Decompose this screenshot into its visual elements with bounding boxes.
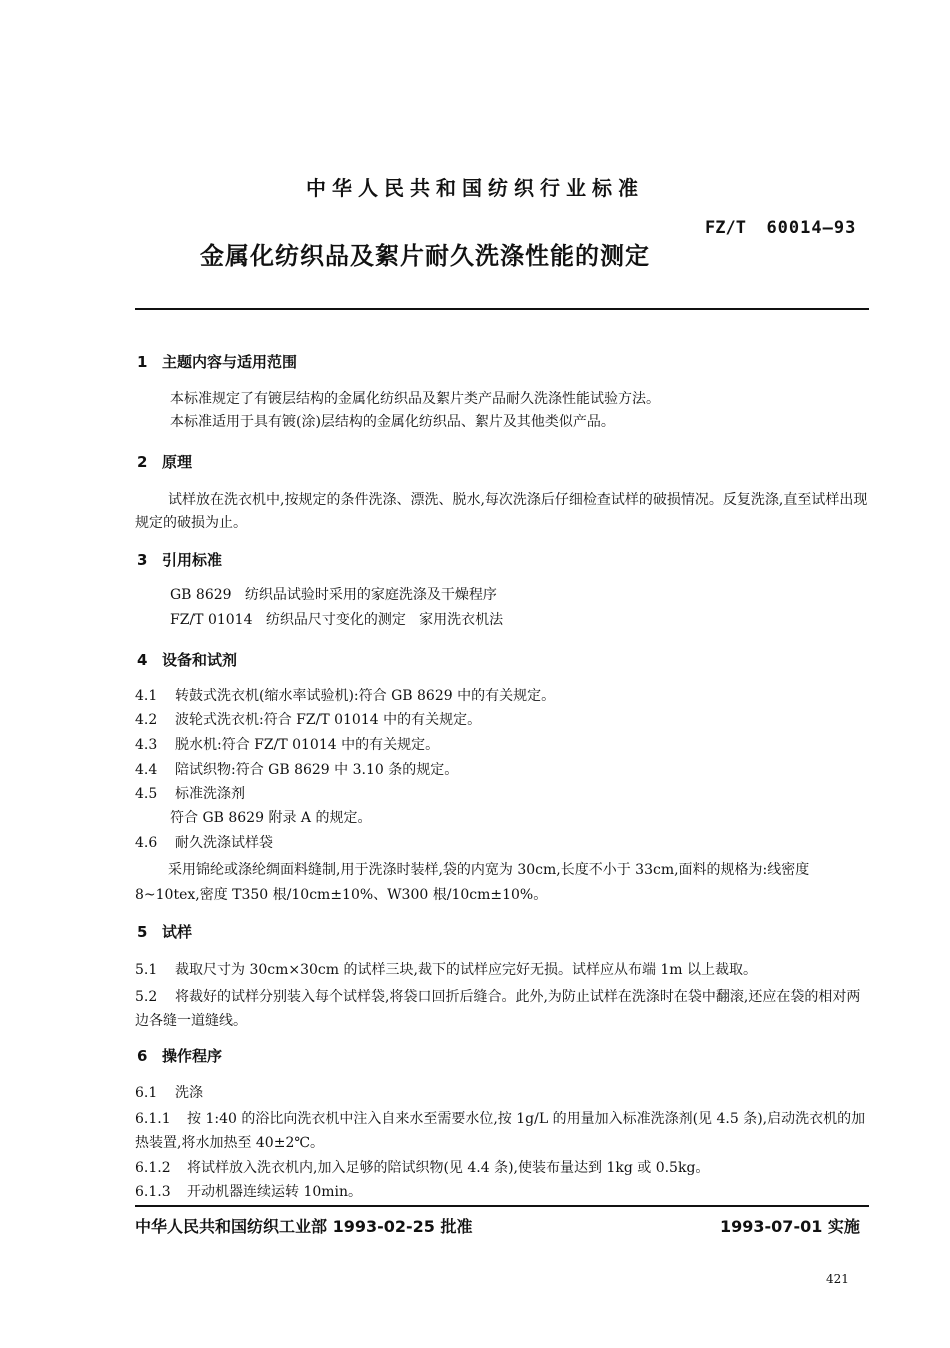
approval-line: 中华人民共和国纺织工业部 1993-02-25 批准 (135, 1217, 473, 1236)
section-5-heading: 5 试样 (137, 923, 193, 941)
reference-gb8629: GB 8629 纺织品试验时采用的家庭洗涤及干燥程序 (170, 587, 497, 603)
section-4-heading: 4 设备和试剂 (137, 651, 238, 669)
item-4-4: 4.4 陪试织物:符合 GB 8629 中 3.10 条的规定。 (135, 762, 459, 778)
reference-fzt01014: FZ/T 01014 纺织品尺寸变化的测定 家用洗衣机法 (170, 612, 504, 628)
item-4-6: 4.6 耐久洗涤试样袋 (135, 835, 273, 851)
section-1-paragraph-2: 本标准适用于具有镀(涂)层结构的金属化纺织品、絮片及其他类似产品。 (170, 414, 615, 430)
section-2-heading: 2 原理 (137, 453, 193, 471)
standard-code: FZ/T (705, 218, 746, 238)
item-6-1-1: 6.1.1 按 1:40 的浴比向洗衣机中注入自来水至需要水位,按 1g/L 的用量加入标准洗涤剂(见 4.5 条),启动洗衣机的加热装置,将水加热至 40±2℃。 (135, 1111, 866, 1151)
page-number: 421 (826, 1272, 849, 1286)
item-4-5: 4.5 标准洗涤剂 (135, 786, 245, 802)
section-1-paragraph-1: 本标准规定了有镀层结构的金属化纺织品及絮片类产品耐久洗涤性能试验方法。 (170, 391, 660, 407)
item-4-2: 4.2 波轮式洗衣机:符合 FZ/T 01014 中的有关规定。 (135, 712, 482, 728)
standard-number (705, 218, 856, 238)
item-4-5-detail: 符合 GB 8629 附录 A 的规定。 (170, 810, 372, 826)
section-2-paragraph: 试样放在洗衣机中,按规定的条件洗涤、漂洗、脱水,每次洗涤后仔细检查试样的破损情况。反复洗涤,直至试样出现规定的破损为止。 (135, 492, 868, 531)
item-4-1: 4.1 转鼓式洗衣机(缩水率试验机):符合 GB 8629 中的有关规定。 (135, 688, 556, 704)
section-1-heading: 1 主题内容与适用范围 (137, 353, 298, 371)
item-6-1: 6.1 洗涤 (135, 1085, 203, 1101)
org-title: 中华人民共和国纺织行业标准 (306, 176, 644, 200)
item-4-6-detail: 采用锦纶或涤纶绸面料缝制,用于洗涤时装样,袋的内宽为 30cm,长度不小于 33cm,面料的规格为:线密度 8~10tex,密度 T350 根/10cm±10%、W300 根/10cm±10%。 (135, 862, 810, 903)
standard-serial: 60014—93 (766, 218, 857, 238)
item-4-3: 4.3 脱水机:符合 FZ/T 01014 中的有关规定。 (135, 737, 440, 753)
item-5-1: 5.1 裁取尺寸为 30cm×30cm 的试样三块,裁下的试样应完好无损。试样应从布端 1m 以上裁取。 (135, 962, 758, 978)
section-6-heading: 6 操作程序 (137, 1047, 223, 1065)
item-6-1-2: 6.1.2 将试样放入洗衣机内,加入足够的陪试织物(见 4.4 条),使装布量达到 1kg 或 0.5kg。 (135, 1160, 710, 1176)
item-5-2: 5.2 将裁好的试样分别装入每个试样袋,将袋口回折后缝合。此外,为防止试样在洗涤时在袋中翻滚,还应在袋的相对两边各缝一道缝线。 (135, 989, 861, 1029)
effective-date: 1993-07-01 实施 (720, 1217, 860, 1236)
document-title: 金属化纺织品及絮片耐久洗涤性能的测定 (200, 242, 650, 270)
item-6-1-3: 6.1.3 开动机器连续运转 10min。 (135, 1184, 363, 1200)
bottom-rule (135, 1205, 869, 1207)
top-rule (135, 308, 869, 310)
section-3-heading: 3 引用标准 (137, 551, 223, 569)
